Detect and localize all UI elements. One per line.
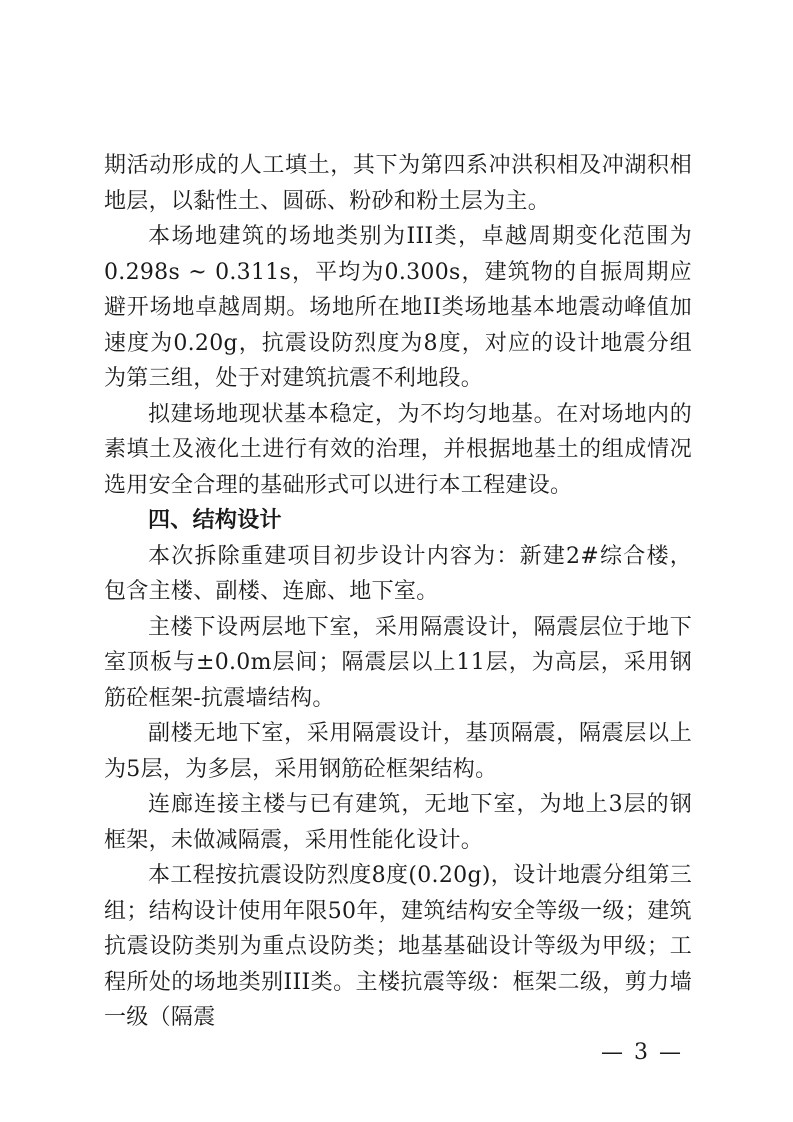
paragraph-annex-building: 副楼无地下室，采用隔震设计，基顶隔震，隔震层以上为5层，为多层，采用钢筋砼框架结构。 (104, 721, 692, 782)
paragraph-continuation: 期活动形成的人工填土，其下为第四系冲洪积相及冲湖积相地层，以黏性土、圆砾、粉砂和粉土层为主。 (104, 153, 692, 214)
page-number: — 3 — (601, 1040, 683, 1065)
paragraph-design-scope: 本次拆除重建项目初步设计内容为：新建2#综合楼，包含主楼、副楼、连廊、地下室。 (104, 543, 692, 604)
paragraph-site-category: 本场地建筑的场地类别为III类，卓越周期变化范围为0.298s ~ 0.311s，平均为0.300s，建筑物的自振周期应避开场地卓越周期。场地所在地II类场地基本地震动峰值加速度为0.20g，抗震设防烈度为8度，对应的设计地震分组为第三组，处于对建筑抗震不利地段。 (104, 224, 692, 391)
section-heading: 四、结构设计 (148, 508, 282, 533)
paragraph-site-stability: 拟建场地现状基本稳定，为不均匀地基。在对场地内的素填土及液化土进行有效的治理，并根据地基土的组成情况选用安全合理的基础形式可以进行本工程建设。 (104, 401, 692, 498)
body-text (104, 148, 692, 1036)
paragraph-corridor: 连廊连接主楼与已有建筑，无地下室，为地上3层的钢框架，未做减隔震，采用性能化设计。 (104, 792, 692, 853)
paragraph-seismic-parameters: 本工程按抗震设防烈度8度(0.20g)，设计地震分组第三组；结构设计使用年限50年，建筑结构安全等级一级；建筑抗震设防类别为重点设防类；地基基础设计等级为甲级；工程所处的场地类别III类。主楼抗震等级：框架二级，剪力墙一级（隔震 (104, 863, 692, 1030)
paragraph-main-building: 主楼下设两层地下室，采用隔震设计，隔震层位于地下室顶板与±0.0m层间；隔震层以上11层，为高层，采用钢筋砼框架-抗震墙结构。 (104, 614, 692, 711)
